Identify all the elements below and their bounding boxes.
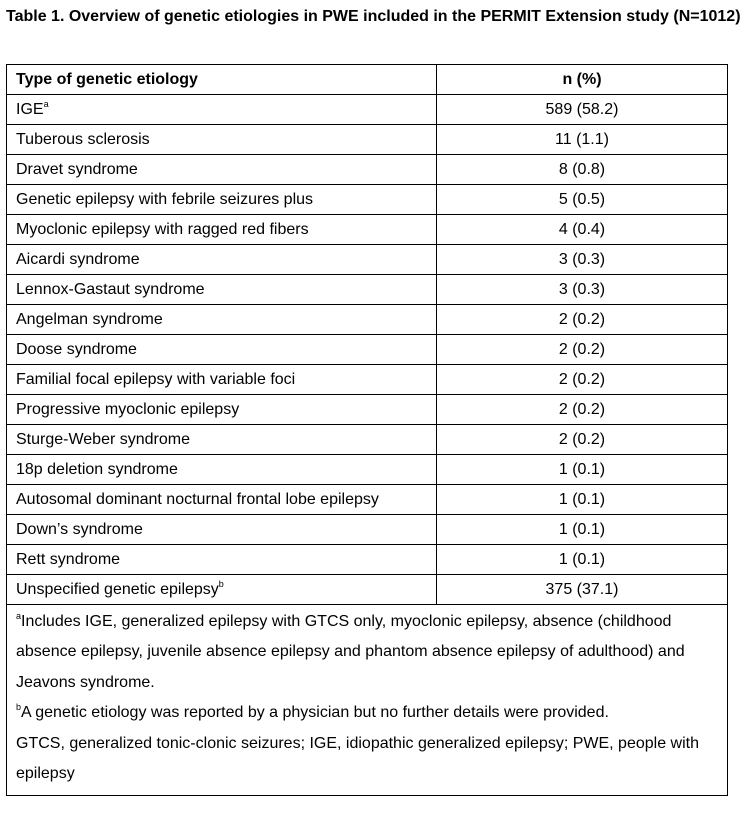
footnote-row: [7, 605, 728, 796]
etiology-cell: [7, 485, 437, 515]
table-row: [7, 95, 728, 125]
table-row: [7, 335, 728, 365]
table-row: [7, 305, 728, 335]
etiology-cell: [7, 425, 437, 455]
etiology-cell: [7, 155, 437, 185]
table-row: [7, 395, 728, 425]
etiology-table: [6, 64, 728, 796]
table-title: Table 1. Overview of genetic etiologies in PWE included in the PERMIT Extension study (N=1012): [6, 8, 741, 25]
etiology-label: Lennox-Gastaut syndrome: [16, 280, 205, 298]
table-row: [7, 155, 728, 185]
table-row: [7, 125, 728, 155]
etiology-label: Down’s syndrome: [16, 520, 143, 538]
table-row: [7, 425, 728, 455]
n-percent-cell: 8 (0.8): [437, 155, 728, 185]
n-percent-cell: 4 (0.4): [437, 215, 728, 245]
n-percent-cell: 375 (37.1): [437, 575, 728, 605]
n-percent-cell: 3 (0.3): [437, 245, 728, 275]
etiology-label: 18p deletion syndrome: [16, 460, 178, 478]
etiology-label: Unspecified genetic epilepsy: [16, 580, 219, 598]
table-row: [7, 455, 728, 485]
table-row: [7, 215, 728, 245]
table-header-row: [7, 65, 728, 95]
n-percent-cell: 1 (0.1): [437, 515, 728, 545]
header-n-percent: n (%): [437, 65, 728, 95]
n-percent-cell: 589 (58.2): [437, 95, 728, 125]
etiology-label: Dravet syndrome: [16, 160, 138, 178]
footnote-abbreviations: GTCS, generalized tonic-clonic seizures; IGE, idiopathic generalized epilepsy; PWE, people with epilepsy: [16, 734, 699, 783]
n-percent-cell: 2 (0.2): [437, 335, 728, 365]
n-percent-cell: 1 (0.1): [437, 455, 728, 485]
n-percent-cell: 2 (0.2): [437, 305, 728, 335]
etiology-label: Autosomal dominant nocturnal frontal lobe epilepsy: [16, 490, 379, 508]
footnote-b: [16, 698, 719, 728]
etiology-cell: [7, 95, 437, 125]
footnotes: [7, 605, 728, 796]
n-percent-cell: 1 (0.1): [437, 485, 728, 515]
footnote-a-text: Includes IGE, generalized epilepsy with GTCS only, myoclonic epilepsy, absence (childhood absence epilepsy, juvenile absence epilepsy and phantom absence epilepsy of adulthood) and Jeavons syndrome.: [16, 613, 685, 691]
n-percent-cell: 2 (0.2): [437, 365, 728, 395]
etiology-cell: [7, 365, 437, 395]
table-row: [7, 365, 728, 395]
footnote-marker: a: [43, 98, 49, 109]
etiology-label: Familial focal epilepsy with variable foci: [16, 370, 296, 388]
table-body: [7, 95, 728, 605]
n-percent-cell: 3 (0.3): [437, 275, 728, 305]
header-etiology: Type of genetic etiology: [7, 65, 437, 95]
etiology-label: Rett syndrome: [16, 550, 121, 568]
table-row: [7, 575, 728, 605]
etiology-cell: [7, 275, 437, 305]
footnote-a: [16, 607, 719, 698]
etiology-label: Sturge-Weber syndrome: [16, 430, 190, 448]
footnote-a-mark: a: [16, 611, 22, 621]
etiology-label: Myoclonic epilepsy with ragged red fibers: [16, 220, 309, 238]
etiology-cell: [7, 515, 437, 545]
etiology-cell: [7, 395, 437, 425]
table-row: [7, 515, 728, 545]
etiology-cell: [7, 125, 437, 155]
etiology-cell: [7, 215, 437, 245]
n-percent-cell: 5 (0.5): [437, 185, 728, 215]
etiology-label: Aicardi syndrome: [16, 250, 140, 268]
table-row: [7, 185, 728, 215]
n-percent-cell: 11 (1.1): [437, 125, 728, 155]
etiology-cell: [7, 335, 437, 365]
etiology-cell: [7, 245, 437, 275]
n-percent-cell: 2 (0.2): [437, 425, 728, 455]
etiology-cell: [7, 185, 437, 215]
etiology-label: Doose syndrome: [16, 340, 137, 358]
table-row: [7, 485, 728, 515]
table-row: [7, 545, 728, 575]
etiology-cell: [7, 545, 437, 575]
etiology-cell: [7, 575, 437, 605]
n-percent-cell: 1 (0.1): [437, 545, 728, 575]
table-row: [7, 245, 728, 275]
etiology-label: IGE: [16, 100, 44, 118]
footnote-b-text: A genetic etiology was reported by a physician but no further details were provided.: [21, 704, 609, 722]
etiology-cell: [7, 455, 437, 485]
etiology-label: Angelman syndrome: [16, 310, 163, 328]
footnote-marker: b: [218, 578, 224, 589]
etiology-label: Tuberous sclerosis: [16, 130, 150, 148]
etiology-cell: [7, 305, 437, 335]
footnote-b-mark: b: [16, 702, 22, 713]
etiology-label: Genetic epilepsy with febrile seizures plus: [16, 190, 314, 208]
table-row: [7, 275, 728, 305]
etiology-label: Progressive myoclonic epilepsy: [16, 400, 240, 418]
n-percent-cell: 2 (0.2): [437, 395, 728, 425]
